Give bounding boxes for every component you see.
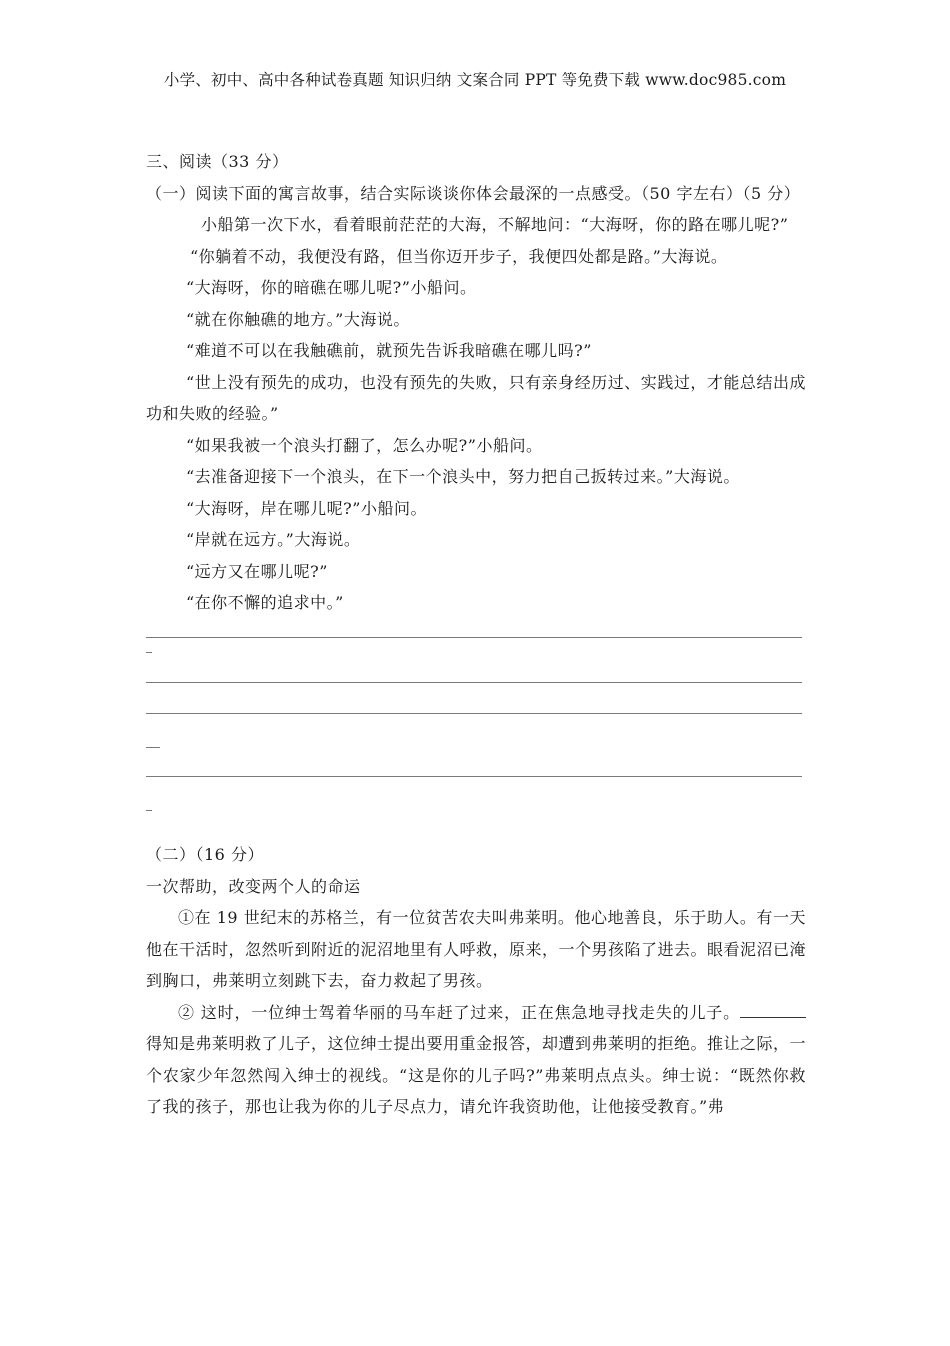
passage-paragraph-2 <box>146 997 806 1123</box>
passage-title: 一次帮助，改变两个人的命运 <box>146 876 361 896</box>
paragraph-2-text: ② 这时，一位绅士驾着华丽的马车赶了过来，正在焦急地寻找走失的儿子。 <box>178 1002 740 1022</box>
answer-line-tail <box>146 650 806 682</box>
fable-paragraph: “岸就在远方。”大海说。 <box>186 530 361 549</box>
part1-instruction: （一）阅读下面的寓言故事，结合实际谈谈你体会最深的一点感受。（50 字左右）（5 分） <box>146 183 801 203</box>
section-heading: 三、阅读（33 分） <box>146 152 289 171</box>
answer-line[interactable] <box>146 619 806 651</box>
fable-paragraph: 小船第一次下水，看着眼前茫茫的大海，不解地问：“大海呀，你的路在哪儿呢?” <box>201 215 789 234</box>
paragraph-2-text: 得知是弗莱明救了儿子，这位绅士提出要用重金报答，却遭到弗莱明的拒绝。推让之际，一个农家少年忽然闯入绅士的视线。“这是你的儿子吗?”弗莱明点点头。绅士说：“既然你救了我的孩子，那也让我为你的儿子尽点力，请允许我资助他，让他接受教育。”弗 <box>146 1034 807 1116</box>
fable-paragraph: “大海呀，岸在哪儿呢?”小船问。 <box>186 498 427 518</box>
part2-heading: （二）（16 分） <box>146 845 264 864</box>
passage-paragraph-1: ①在 19 世纪末的苏格兰，有一位贫苦农夫叫弗莱明。他心地善良，乐于助人。有一天他在干活时，忽然听到附近的泥沼地里有人呼救，原来，一个男孩陷了进去。眼看泥沼已淹到胸口，弗莱明立刻跳下去，奋力救起了男孩。 <box>146 908 807 990</box>
answer-line[interactable] <box>146 776 806 808</box>
answer-line-tail <box>146 745 806 777</box>
fable-paragraph: “去准备迎接下一个浪头，在下一个浪头中，努力把自己扳转过来。”大海说。 <box>186 467 740 486</box>
fable-paragraph: “你躺着不动，我便没有路，但当你迈开步子，我便四处都是路。”大海说。 <box>190 246 728 266</box>
fable-paragraph: “世上没有预先的成功，也没有预先的失败，只有亲身经历过、实践过，才能总结出成功和失败的经验。” <box>146 372 806 423</box>
answer-line[interactable] <box>146 682 806 714</box>
fable-paragraph: “远方又在哪儿呢?” <box>186 561 328 581</box>
exam-content <box>146 146 806 1123</box>
fable-paragraph: “难道不可以在我触礁前，就预先告诉我暗礁在哪儿吗?” <box>186 341 592 360</box>
fable-paragraph: “如果我被一个浪头打翻了，怎么办呢?”小船问。 <box>186 435 543 455</box>
fable-paragraph: “大海呀，你的暗礁在哪儿呢?”小船问。 <box>186 278 477 297</box>
answer-line[interactable] <box>146 713 806 745</box>
fable-paragraph: “就在你触礁的地方。”大海说。 <box>186 309 410 329</box>
fable-paragraph: “在你不懈的追求中。” <box>186 593 344 612</box>
fill-in-blank[interactable] <box>740 1001 806 1018</box>
answer-line-tail <box>146 808 806 840</box>
page-header: 小学、初中、高中各种试卷真题 知识归纳 文案合同 PPT 等免费下载 www.doc985.com <box>163 71 787 89</box>
